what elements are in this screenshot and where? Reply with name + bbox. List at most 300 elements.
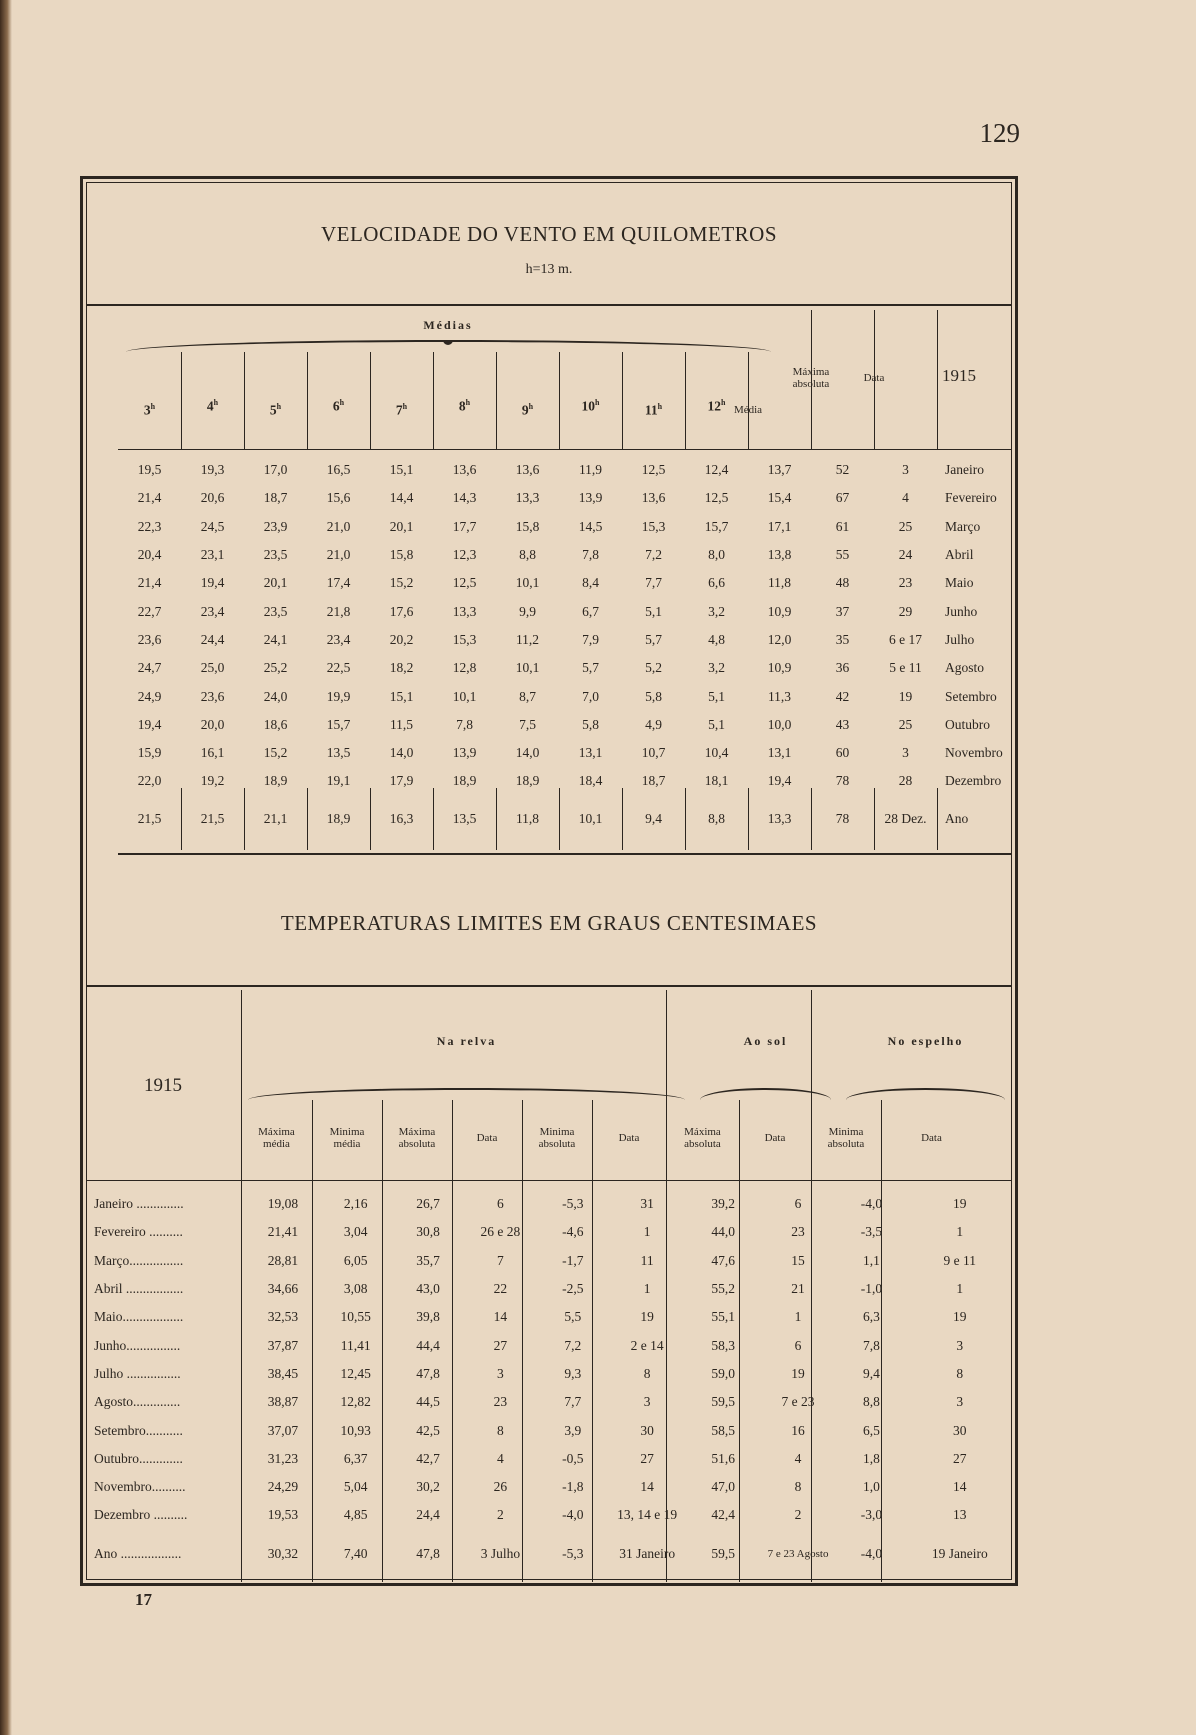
table-row	[118, 513, 1012, 541]
table-cell: 13,9	[578, 490, 603, 506]
table-cell: 12,82	[340, 1394, 371, 1410]
table-cell: 17,4	[326, 575, 351, 591]
table-cell: 21,4	[137, 575, 162, 591]
temp-header-rule	[86, 1180, 1012, 1181]
table-cell: 3,08	[343, 1281, 368, 1297]
month-label: Agosto..............	[94, 1394, 181, 1410]
table-row	[86, 1190, 1012, 1218]
table-cell: 30,8	[416, 1224, 440, 1240]
table-cell: 5,1	[708, 688, 725, 704]
table-cell: 14,4	[389, 490, 414, 506]
table-cell: 22,5	[326, 660, 351, 676]
temp-column-header: Minima	[329, 1126, 365, 1138]
table-row	[86, 1303, 1012, 1331]
table-cell: 26 e 28	[480, 1224, 521, 1240]
table-cell: 19,53	[267, 1507, 299, 1523]
table-cell: 3	[956, 1337, 964, 1353]
wind-column-rule	[181, 352, 182, 449]
temp-column-header: Minima	[828, 1126, 864, 1138]
table-cell: 14,0	[515, 745, 540, 761]
table-row	[86, 1360, 1012, 1388]
table-cell: -1,8	[562, 1479, 584, 1495]
temp-total-row	[86, 1530, 1012, 1578]
table-cell: -1,0	[860, 1281, 883, 1297]
table-cell: -5,3	[562, 1196, 584, 1212]
month-label: Junho	[945, 603, 978, 619]
table-cell: 35	[835, 631, 850, 647]
table-cell: 51,6	[711, 1450, 735, 1466]
table-cell: 8	[794, 1479, 802, 1495]
table-cell: 9,9	[519, 603, 536, 619]
table-cell: 18,2	[389, 660, 414, 676]
month-label: Outubro	[945, 716, 990, 732]
table-cell: 47,8	[416, 1545, 440, 1561]
table-cell: 43,0	[416, 1281, 440, 1297]
table-cell: 14,5	[578, 518, 603, 534]
wind-data-header: Data	[863, 372, 885, 384]
table-row	[118, 654, 1012, 682]
table-cell: 7 e 23 Agosto	[767, 1547, 829, 1560]
table-cell: 3	[956, 1394, 964, 1410]
table-cell: 23,1	[200, 547, 225, 563]
table-cell: 44,0	[711, 1224, 735, 1240]
table-cell: 10,9	[767, 660, 792, 676]
table-cell: 13	[953, 1507, 967, 1523]
wind-column-rule	[748, 352, 749, 449]
table-cell: -4,0	[860, 1545, 883, 1561]
table-cell: 5,1	[645, 603, 662, 619]
table-cell: 17,6	[389, 603, 414, 619]
table-cell: 25,2	[263, 660, 288, 676]
table-cell: 17,1	[767, 518, 792, 534]
table-cell: 28	[898, 773, 913, 789]
table-cell: 20,2	[389, 631, 414, 647]
table-cell: 12,5	[704, 490, 729, 506]
table-cell: 7,8	[582, 547, 599, 563]
table-cell: 13,1	[767, 745, 792, 761]
table-cell: 19	[640, 1309, 654, 1325]
table-row	[86, 1388, 1012, 1416]
table-cell: 22	[493, 1281, 508, 1297]
temp-column-header: Data	[476, 1132, 498, 1144]
table-cell: 23,5	[263, 603, 288, 619]
wind-year-header: 1915	[942, 366, 976, 385]
temp-column-header: Data	[764, 1132, 786, 1144]
table-cell: 30	[640, 1422, 654, 1438]
wind-header-rule	[118, 449, 1012, 450]
wind-media-header: Média	[733, 404, 763, 416]
table-cell: 11,2	[515, 631, 540, 647]
table-cell: 35,7	[416, 1252, 440, 1268]
table-cell: 7,8	[862, 1337, 880, 1353]
table-cell: 8,8	[708, 810, 725, 826]
table-cell: 21,8	[326, 603, 351, 619]
table-cell: 19	[953, 1309, 967, 1325]
table-cell: 3	[902, 462, 909, 478]
table-row	[86, 1331, 1012, 1359]
table-cell: 16,5	[326, 462, 351, 478]
table-cell: 19,2	[200, 773, 225, 789]
temp-column-header: absoluta	[538, 1138, 576, 1150]
table-cell: 20,1	[263, 575, 288, 591]
table-cell: 13,9	[452, 745, 477, 761]
table-cell: 58,5	[711, 1422, 735, 1438]
table-cell: 17,9	[389, 773, 414, 789]
table-cell: 7,5	[519, 716, 536, 732]
table-cell: -5,3	[562, 1545, 584, 1561]
month-label: Fevereiro ..........	[94, 1224, 183, 1240]
table-cell: 1	[643, 1281, 651, 1297]
month-label: Abril .................	[94, 1281, 184, 1297]
table-cell: -4,0	[860, 1196, 883, 1212]
table-cell: 19,08	[267, 1196, 299, 1212]
wind-column-rule	[874, 310, 875, 449]
temp-title: TEMPERATURAS LIMITES EM GRAUS CENTESIMAES	[280, 911, 818, 935]
table-cell: 6 e 17	[889, 631, 922, 647]
wind-column-rule	[370, 352, 371, 449]
table-cell: 24,9	[137, 688, 162, 704]
table-cell: 24,4	[416, 1507, 440, 1523]
table-cell: 21,5	[137, 810, 162, 826]
table-cell: 42	[835, 688, 850, 704]
table-cell: 13,1	[578, 745, 603, 761]
table-cell: 9 e 11	[943, 1252, 977, 1268]
temp-group-relva: Na relva	[436, 1034, 497, 1048]
table-cell: 10,1	[515, 660, 540, 676]
table-cell: 26	[493, 1479, 508, 1495]
table-cell: 5,8	[582, 716, 599, 732]
table-cell: 25	[898, 518, 913, 534]
table-cell: 1	[956, 1224, 964, 1240]
table-cell: 55	[835, 547, 850, 563]
wind-column-rule	[937, 310, 938, 449]
table-cell: 47,8	[416, 1365, 440, 1381]
table-cell: 5,8	[645, 688, 662, 704]
table-cell: 2	[794, 1507, 802, 1523]
table-cell: 10,1	[578, 810, 603, 826]
table-cell: 23	[898, 575, 913, 591]
table-cell: 9,4	[862, 1365, 880, 1381]
table-cell: 14	[953, 1479, 967, 1495]
temp-column-header: absoluta	[827, 1138, 865, 1150]
table-cell: 5,7	[645, 631, 662, 647]
table-cell: 10,1	[452, 688, 477, 704]
temp-table	[86, 1190, 1012, 1578]
table-row	[118, 682, 1012, 710]
table-cell: 19,4	[137, 716, 162, 732]
table-cell: 23	[493, 1394, 508, 1410]
table-row	[86, 1501, 1012, 1529]
table-cell: 25,0	[200, 660, 225, 676]
table-cell: 10,1	[515, 575, 540, 591]
table-cell: 14	[640, 1479, 654, 1495]
table-cell: 44,5	[416, 1394, 440, 1410]
table-cell: 23,6	[137, 631, 162, 647]
month-label: Setembro...........	[94, 1422, 183, 1438]
table-cell: 3	[497, 1365, 504, 1381]
table-cell: 8,4	[582, 575, 599, 591]
table-cell: 7,2	[645, 547, 662, 563]
table-cell: 31	[640, 1196, 654, 1212]
month-label: Maio	[945, 575, 974, 591]
table-cell: 13,5	[452, 810, 477, 826]
table-cell: 6,3	[862, 1309, 880, 1325]
table-cell: 19,4	[767, 773, 792, 789]
table-row	[86, 1473, 1012, 1501]
month-label: Junho................	[94, 1337, 181, 1353]
table-cell: 19,9	[326, 688, 351, 704]
table-cell: 10,55	[340, 1309, 371, 1325]
table-cell: 13,6	[452, 462, 477, 478]
table-cell: 15,9	[137, 745, 162, 761]
table-cell: 48	[835, 575, 850, 591]
month-label: Julho ................	[94, 1365, 181, 1381]
table-cell: 5,7	[582, 660, 599, 676]
wind-group-label: Médias	[423, 318, 473, 332]
table-cell: 8,0	[708, 547, 725, 563]
wind-hour-header: 7$^h$	[395, 402, 408, 418]
table-cell: 23,6	[200, 688, 225, 704]
table-cell: 18,9	[263, 773, 288, 789]
table-cell: 5,5	[564, 1309, 582, 1325]
table-cell: 2,16	[343, 1196, 368, 1212]
table-cell: 3,2	[708, 603, 725, 619]
table-cell: 27	[640, 1450, 654, 1466]
table-cell: 15,8	[389, 547, 414, 563]
table-cell: 11,3	[767, 688, 792, 704]
table-cell: 78	[835, 773, 850, 789]
table-cell: 15,6	[326, 490, 351, 506]
table-cell: 15,7	[326, 716, 351, 732]
table-cell: 42,5	[416, 1422, 440, 1438]
temp-column-header: média	[263, 1138, 290, 1150]
table-cell: 59,5	[711, 1545, 735, 1561]
table-row	[118, 711, 1012, 739]
table-cell: 1	[956, 1281, 964, 1297]
temp-column-header: Máxima	[684, 1126, 721, 1138]
wind-hour-header: 4$^h$	[206, 398, 219, 414]
table-cell: 13,6	[641, 490, 666, 506]
table-cell: 15,7	[704, 518, 729, 534]
table-cell: 60	[835, 745, 850, 761]
table-cell: 3	[643, 1394, 651, 1410]
table-cell: 8	[497, 1422, 504, 1438]
table-cell: 61	[835, 518, 850, 534]
table-cell: 18,1	[704, 773, 729, 789]
month-label: Ano	[945, 810, 969, 826]
table-row	[118, 541, 1012, 569]
table-cell: 24	[898, 547, 913, 563]
temp-group-espelho: No espelho	[887, 1034, 964, 1048]
table-cell: 23	[791, 1224, 805, 1240]
table-cell: 4,8	[708, 631, 725, 647]
table-cell: 27	[953, 1450, 967, 1466]
month-label: Março	[945, 518, 981, 534]
table-cell: 24,5	[200, 518, 225, 534]
table-cell: 37	[835, 603, 850, 619]
table-cell: 18,7	[263, 490, 288, 506]
table-cell: 4,9	[645, 716, 662, 732]
table-cell: 24,4	[200, 631, 225, 647]
table-row	[86, 1445, 1012, 1473]
temp-year-header: 1915	[144, 1075, 182, 1096]
month-label: Dezembro ..........	[94, 1507, 188, 1523]
wind-column-rule	[811, 310, 812, 449]
table-row	[118, 484, 1012, 512]
table-cell: 7	[497, 1252, 504, 1268]
temp-column-header: média	[333, 1138, 361, 1150]
table-cell: 7 e 23	[781, 1394, 815, 1410]
table-cell: 2 e 14	[630, 1337, 664, 1353]
table-cell: 10,0	[767, 716, 792, 732]
table-cell: 14,0	[389, 745, 414, 761]
table-cell: 6	[497, 1196, 504, 1212]
table-cell: 24,7	[137, 660, 162, 676]
table-cell: 7,40	[343, 1545, 368, 1561]
table-cell: 21	[791, 1281, 805, 1297]
table-cell: 4	[902, 490, 909, 506]
table-cell: 18,9	[452, 773, 477, 789]
table-cell: 8,8	[862, 1394, 880, 1410]
month-label: Ano ..................	[94, 1545, 182, 1561]
table-cell: 21,5	[200, 810, 225, 826]
table-cell: 32,53	[267, 1309, 299, 1325]
table-cell: 12,0	[767, 631, 792, 647]
table-cell: 3,9	[564, 1422, 582, 1438]
wind-column-rule	[496, 352, 497, 449]
temp-title-rule	[86, 985, 1012, 987]
table-cell: 38,87	[267, 1394, 299, 1410]
wind-hour-header: 6$^h$	[332, 398, 345, 414]
table-cell: 26,7	[416, 1196, 440, 1212]
table-cell: -3,0	[860, 1507, 883, 1523]
wind-column-rule	[244, 352, 245, 449]
table-cell: 30	[953, 1422, 967, 1438]
table-cell: 7,8	[456, 716, 473, 732]
table-cell: 19	[791, 1365, 805, 1381]
table-cell: 5,1	[708, 716, 725, 732]
table-cell: 12,3	[452, 547, 477, 563]
table-cell: 78	[835, 810, 850, 826]
table-cell: 20,6	[200, 490, 225, 506]
table-row	[118, 597, 1012, 625]
table-cell: 13,8	[767, 547, 792, 563]
table-cell: 18,7	[641, 773, 666, 789]
table-cell: 7,2	[564, 1337, 582, 1353]
table-cell: 3,04	[343, 1224, 368, 1240]
wind-title-rule	[86, 304, 1012, 306]
table-cell: 59,0	[711, 1365, 735, 1381]
table-cell: 19	[953, 1196, 967, 1212]
table-cell: 6,05	[343, 1252, 368, 1268]
table-cell: 16	[791, 1422, 805, 1438]
table-cell: 15,3	[641, 518, 666, 534]
wind-column-rule	[685, 352, 686, 449]
wind-hour-header: 11$^h$	[644, 402, 663, 418]
table-cell: 22,7	[137, 603, 162, 619]
table-cell: 30,2	[416, 1479, 440, 1495]
month-label: Março................	[94, 1252, 184, 1268]
table-cell: 36	[835, 660, 850, 676]
table-row	[86, 1218, 1012, 1246]
table-cell: 38,45	[267, 1365, 299, 1381]
wind-bottom-rule	[118, 853, 1012, 855]
table-cell: 12,5	[452, 575, 477, 591]
table-cell: 21,0	[326, 547, 351, 563]
table-cell: 10,9	[767, 603, 792, 619]
table-cell: -4,0	[562, 1507, 584, 1523]
table-cell: 21,41	[267, 1224, 299, 1240]
month-label: Novembro	[945, 745, 1003, 761]
month-label: Setembro	[945, 688, 997, 704]
table-cell: 14,3	[452, 490, 477, 506]
table-cell: 13,3	[452, 603, 477, 619]
table-cell: 55,2	[711, 1281, 735, 1297]
table-row	[86, 1247, 1012, 1275]
temp-column-header: Máxima	[258, 1126, 295, 1138]
wind-title: VELOCIDADE DO VENTO EM QUILOMETROS	[320, 222, 778, 246]
wind-maxima-header-2: absoluta	[792, 378, 830, 390]
page-number: 129	[979, 118, 1020, 148]
page-binding-edge	[0, 0, 12, 1735]
table-cell: 15,4	[767, 490, 792, 506]
table-cell: 18,9	[515, 773, 540, 789]
table-cell: 31 Janeiro	[619, 1545, 676, 1561]
table-cell: 15,3	[452, 631, 477, 647]
table-row	[86, 1416, 1012, 1444]
table-cell: 11,8	[767, 575, 792, 591]
table-cell: 4	[794, 1450, 802, 1466]
table-cell: 20,1	[389, 518, 414, 534]
month-label: Novembro..........	[94, 1479, 186, 1495]
wind-table	[118, 456, 1012, 842]
table-cell: 28 Dez.	[884, 810, 927, 826]
table-cell: 20,0	[200, 716, 225, 732]
table-row	[118, 767, 1012, 795]
table-cell: 13,5	[326, 745, 351, 761]
folio-number: 17	[135, 1590, 152, 1609]
table-cell: 13,3	[767, 810, 792, 826]
wind-hour-header: 8$^h$	[458, 398, 471, 414]
temp-column-header: Data	[618, 1132, 640, 1144]
table-cell: 10,93	[340, 1422, 371, 1438]
month-label: Abril	[945, 547, 974, 563]
table-cell: 23,4	[326, 631, 351, 647]
table-cell: 15,1	[389, 462, 414, 478]
table-cell: 11,5	[389, 716, 414, 732]
table-cell: 43	[835, 716, 850, 732]
table-cell: 13,3	[515, 490, 540, 506]
wind-column-rule	[307, 352, 308, 449]
table-cell: 59,5	[711, 1394, 735, 1410]
month-label: Julho	[945, 631, 975, 647]
table-cell: 47,0	[711, 1479, 735, 1495]
wind-hour-header: 3$^h$	[143, 402, 156, 418]
table-cell: 8	[643, 1365, 651, 1381]
wind-hour-header: 9$^h$	[521, 402, 534, 418]
table-cell: 25	[898, 716, 913, 732]
table-cell: 8	[956, 1365, 964, 1381]
table-cell: 8,7	[519, 688, 536, 704]
table-cell: 7,0	[582, 688, 599, 704]
table-cell: 16,1	[200, 745, 225, 761]
wind-maxima-header-1: Máxima	[792, 366, 830, 378]
table-cell: 39,2	[711, 1196, 735, 1212]
wind-column-rule	[622, 352, 623, 449]
table-cell: 1,1	[862, 1252, 880, 1268]
table-cell: -3,5	[860, 1224, 883, 1240]
month-label: Fevereiro	[945, 490, 997, 506]
